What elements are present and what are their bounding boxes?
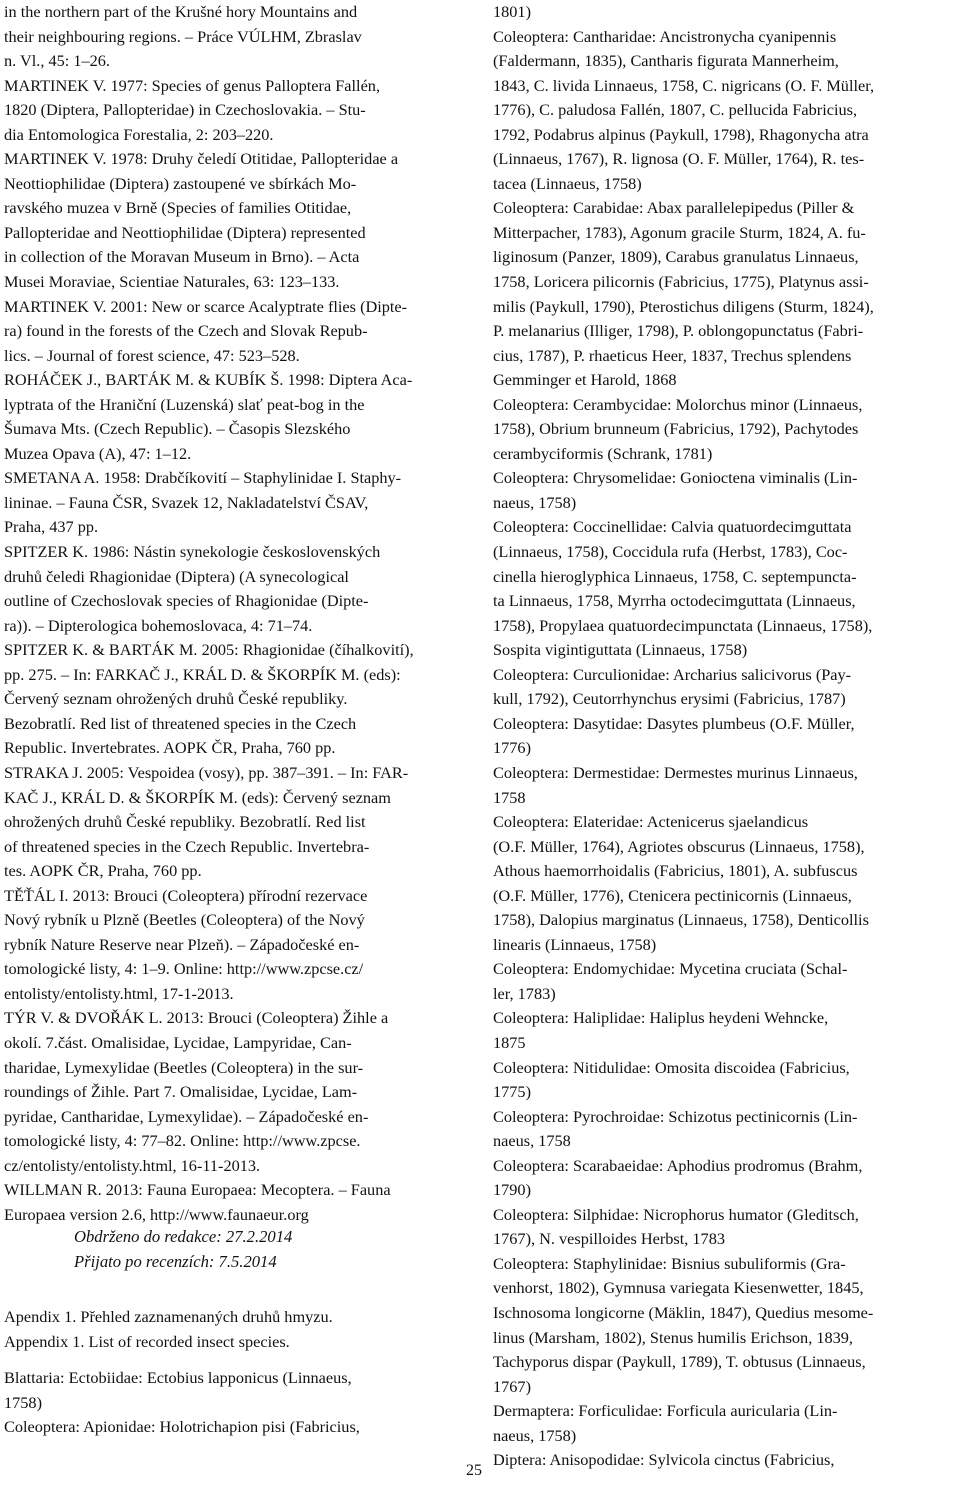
species-line: Coleoptera: Chrysomelidae: Gonioctena viminalis (Lin- [493,468,858,488]
species-line: Dermaptera: Forficulidae: Forficula auricularia (Lin- [493,1401,838,1421]
species-line: milis (Paykull, 1790), Pterostichus diligens (Sturm, 1824), [493,296,874,316]
reference-line: Šumava Mts. (Czech Republic). – Časopis Slezského [4,419,351,439]
species-line: Ischnosoma longicorne (Mäklin, 1847), Quedius mesome- [493,1302,874,1322]
species-line: Coleoptera: Nitidulidae: Omosita discoidea (Fabricius, [493,1057,850,1077]
reference-line: dia Entomologica Forestalia, 2: 203–220. [4,124,274,144]
species-line: Diptera: Anisopodidae: Sylvicola cinctus (Fabricius, [493,1450,835,1470]
reference-line: MARTINEK V. 2001: New or scarce Acalyptrate flies (Dipte- [4,296,408,316]
species-line: naeus, 1758) [493,1425,577,1445]
species-line: liginosum (Panzer, 1809), Carabus granulatus Linnaeus, [493,247,859,267]
species-line: cinella hieroglyphica Linnaeus, 1758, C. septempuncta- [493,566,857,586]
reference-line: pp. 275. – In: FARKAČ J., KRÁL D. & ŠKORPÍK M. (eds): [4,664,401,684]
reference-line: SPITZER K. & BARTÁK M. 2005: Rhagionidae (číhalkovití), [4,640,414,660]
species-line: 1776) [493,738,531,758]
species-line: Coleoptera: Endomychidae: Mycetina cruciata (Schal- [493,959,848,979]
reference-line: WILLMAN R. 2013: Fauna Europaea: Mecoptera. – Fauna [4,1180,391,1200]
species-line: Coleoptera: Staphylinidae: Bisnius subuliformis (Gra- [493,1253,846,1273]
species-line: 1843, C. livida Linnaeus, 1758, C. nigricans (O. F. Müller, [493,75,875,95]
species-line: (O.F. Müller, 1776), Ctenicera pectinicornis (Linnaeus, [493,885,852,905]
reference-line: SMETANA A. 1958: Drabčíkovití – Staphylinidae I. Staphy- [4,468,402,488]
reference-line: ravského muzea v Brně (Species of families Otitidae, [4,198,352,218]
species-line: Coleoptera: Cantharidae: Ancistronycha cyanipennis [493,26,837,46]
reference-line: ra) found in the forests of the Czech and Slovak Repub- [4,321,368,341]
page-number: 25 [466,1462,482,1479]
species-line: (Linnaeus, 1767), R. lignosa (O. F. Müller, 1764), R. tes- [493,149,865,169]
reference-line: SPITZER K. 1986: Nástin synekologie československých [4,542,381,562]
species-line: P. melanarius (Illiger, 1798), P. oblongopunctatus (Fabri- [493,321,864,341]
species-line: 1801) [493,2,531,21]
species-line: kull, 1792), Ceutorrhynchus erysimi (Fabricius, 1787) [493,689,846,709]
species-line: linearis (Linnaeus, 1758) [493,934,657,954]
reference-line: Muzea Opava (A), 47: 1–12. [4,443,192,463]
reference-line: ROHÁČEK J., BARTÁK M. & KUBÍK Š. 1998: Diptera Aca- [4,370,413,390]
species-line: Coleoptera: Haliplidae: Haliplus heydeni Wehncke, [493,1008,829,1028]
left-column [4,0,470,1227]
species-line: Tachyporus dispar (Paykull, 1789), T. obtusus (Linnaeus, [493,1352,866,1372]
species-line: 1758), Propylaea quatuordecimpunctata (Linnaeus, 1758), [493,615,873,635]
species-line: cius, 1787), P. rhaeticus Heer, 1837, Trechus splendens [493,345,852,365]
species-line: Coleoptera: Dermestidae: Dermestes murinus Linnaeus, [493,762,858,782]
reference-line: ra)). – Dipterologica bohemoslovaca, 4: 71–74. [4,615,313,635]
species-line: (Faldermann, 1835), Cantharis figurata Mannerheim, [493,51,839,71]
reference-line: Republic. Invertebrates. AOPK ČR, Praha, 760 pp. [4,738,336,758]
appendix-title-cz: Apendix 1. Přehled zaznamenaných druhů hmyzu. [4,1307,333,1326]
species-line: 1790) [493,1180,531,1200]
species-line: 1758), Obrium brunneum (Fabricius, 1792), Pachytodes [493,419,859,439]
species-line: Coleoptera: Cerambycidae: Molorchus minor (Linnaeus, [493,394,863,414]
reference-line: Nový rybník u Plzně (Beetles (Coleoptera) of the Nový [4,910,365,930]
reference-line: lics. – Journal of forest science, 47: 523–528. [4,345,300,365]
species-line: Coleoptera: Elateridae: Actenicerus sjaelandicus [493,812,809,832]
reference-line: rybník Nature Reserve near Plzeň). – Západočeské en- [4,934,360,954]
reference-line: Praha, 437 pp. [4,517,99,537]
species-line: Mitterpacher, 1783), Agonum gracile Sturm, 1824, A. fu- [493,222,866,242]
species-line: Coleoptera: Dasytidae: Dasytes plumbeus (O.F. Müller, [493,713,855,733]
references-list [4,0,470,1227]
reference-line: tomologické listy, 4: 1–9. Online: http://www.zpcse.cz/ [4,959,364,979]
reference-line: lininae. – Fauna ČSR, Svazek 12, Nakladatelství ČSAV, [4,492,369,512]
species-line: Athous haemorrhoidalis (Fabricius, 1801), A. subfuscus [493,861,858,881]
species-line: 1758), Dalopius marginatus (Linnaeus, 1758), Denticollis [493,910,869,930]
species-line: 1758 [493,787,526,807]
species-line: 1775) [493,1082,531,1102]
reference-line: 1820 (Diptera, Pallopteridae) in Czechoslovakia. – Stu- [4,100,366,120]
species-line: 1767) [493,1376,531,1396]
reference-line: n. Vl., 45: 1–26. [4,51,110,71]
species-line: tacea (Linnaeus, 1758) [493,173,642,193]
reference-line: in the northern part of the Krušné hory Mountains and [4,2,358,21]
reference-line: Musei Moraviae, Scientiae Naturales, 63: 123–133. [4,272,340,292]
species-line: Coleoptera: Apionidae: Holotrichapion pisi (Fabricius, [4,1417,360,1437]
species-line: Coleoptera: Carabidae: Abax parallelepipedus (Piller & [493,198,855,218]
reference-line: TĚŤÁL I. 2013: Brouci (Coleoptera) přírodní rezervace [4,885,368,905]
accepted-date: Přijato po recenzích: 7.5.2014 [74,1252,277,1271]
reference-line: Červený seznam ohrožených druhů České republiky. [4,689,348,709]
reference-line: druhů čeledi Rhagionidae (Diptera) (A synecological [4,566,349,586]
reference-line: their neighbouring regions. – Práce VÚLHM, Zbraslav [4,26,362,46]
reference-line: tes. AOPK ČR, Praha, 760 pp. [4,861,202,881]
reference-line: in collection of the Moravan Museum in Brno). – Acta [4,247,360,267]
species-line: 1776), C. paludosa Fallén, 1807, C. pellucida Fabricius, [493,100,858,120]
reference-line: Neottiophilidae (Diptera) zastoupené ve sbírkách Mo- [4,173,357,193]
species-line: 1758) [4,1392,42,1412]
species-line: venhorst, 1802), Gymnusa variegata Kiesenwetter, 1845, [493,1278,864,1298]
species-line: 1875 [493,1032,526,1052]
species-line: Coleoptera: Coccinellidae: Calvia quatuordecimguttata [493,517,852,537]
species-line: Coleoptera: Curculionidae: Archarius salicivorus (Pay- [493,664,852,684]
species-line: (Linnaeus, 1758), Coccidula rufa (Herbst, 1783), Coc- [493,542,848,562]
reference-line: Europaea version 2.6, http://www.faunaeur.org [4,1204,309,1224]
species-line: 1758, Loricera pilicornis (Fabricius, 1775), Platynus assi- [493,272,869,292]
reference-line: MARTINEK V. 1977: Species of genus Palloptera Fallén, [4,75,381,95]
right-species-list [493,0,955,1473]
species-line: ta Linnaeus, 1758, Myrrha octodecimguttata (Linnaeus, [493,591,856,611]
reference-line: lyptrata of the Hraniční (Luzenská) slať peat-bog in the [4,394,365,414]
species-line: Coleoptera: Silphidae: Nicrophorus humator (Gleditsch, [493,1204,859,1224]
species-line: naeus, 1758) [493,492,577,512]
species-line: Gemminger et Harold, 1868 [493,370,677,390]
reference-line: cz/entolisty/entolisty.html, 16-11-2013. [4,1155,261,1175]
appendix-block [4,1305,470,1440]
species-line: Coleoptera: Pyrochroidae: Schizotus pectinicornis (Lin- [493,1106,858,1126]
reference-line: outline of Czechoslovak species of Rhagionidae (Dipte- [4,591,369,611]
submission-dates [74,1224,292,1274]
reference-line: ohrožených druhů České republiky. Bezobratlí. Red list [4,812,366,832]
received-date: Obdrženo do redakce: 27.2.2014 [74,1227,293,1246]
reference-line: TÝR V. & DVOŘÁK L. 2013: Brouci (Coleoptera) Žihle a [4,1008,389,1028]
reference-line: pyridae, Cantharidae, Lymexylidae). – Západočeské en- [4,1106,369,1126]
right-column [493,0,955,1473]
reference-line: tharidae, Lymexylidae (Beetles (Coleoptera) in the sur- [4,1057,364,1077]
species-line: Sospita vigintiguttata (Linnaeus, 1758) [493,640,748,660]
reference-line: roundings of Žihle. Part 7. Omalisidae, Lycidae, Lam- [4,1082,358,1102]
reference-line: STRAKA J. 2005: Vespoidea (vosy), pp. 387–391. – In: FAR- [4,762,409,782]
left-species-list [4,1366,470,1440]
reference-line: Pallopteridae and Neottiophilidae (Diptera) represented [4,222,366,242]
reference-line: Bezobratlí. Red list of threatened species in the Czech [4,713,357,733]
reference-line: MARTINEK V. 1978: Druhy čeledí Otitidae, Pallopteridae a [4,149,399,169]
reference-line: KAČ J., KRÁL D. & ŠKORPÍK M. (eds): Červený seznam [4,787,391,807]
species-line: 1792, Podabrus alpinus (Paykull, 1798), Rhagonycha atra [493,124,869,144]
reference-line: entolisty/entolisty.html, 17-1-2013. [4,983,234,1003]
species-line: (O.F. Müller, 1764), Agriotes obscurus (Linnaeus, 1758), [493,836,865,856]
species-line: ler, 1783) [493,983,556,1003]
species-line: linus (Marsham, 1802), Stenus humilis Erichson, 1839, [493,1327,853,1347]
reference-line: okolí. 7.část. Omalisidae, Lycidae, Lampyridae, Can- [4,1032,352,1052]
species-line: 1767), N. vespilloides Herbst, 1783 [493,1229,725,1249]
appendix-title-en: Appendix 1. List of recorded insect species. [4,1331,290,1351]
reference-line: of threatened species in the Czech Republic. Invertebra- [4,836,370,856]
reference-line: tomologické listy, 4: 77–82. Online: http://www.zpcse. [4,1131,361,1151]
species-line: Coleoptera: Scarabaeidae: Aphodius prodromus (Brahm, [493,1155,863,1175]
species-line: naeus, 1758 [493,1131,571,1151]
species-line: Blattaria: Ectobiidae: Ectobius lapponicus (Linnaeus, [4,1368,352,1388]
species-line: cerambyciformis (Schrank, 1781) [493,443,713,463]
